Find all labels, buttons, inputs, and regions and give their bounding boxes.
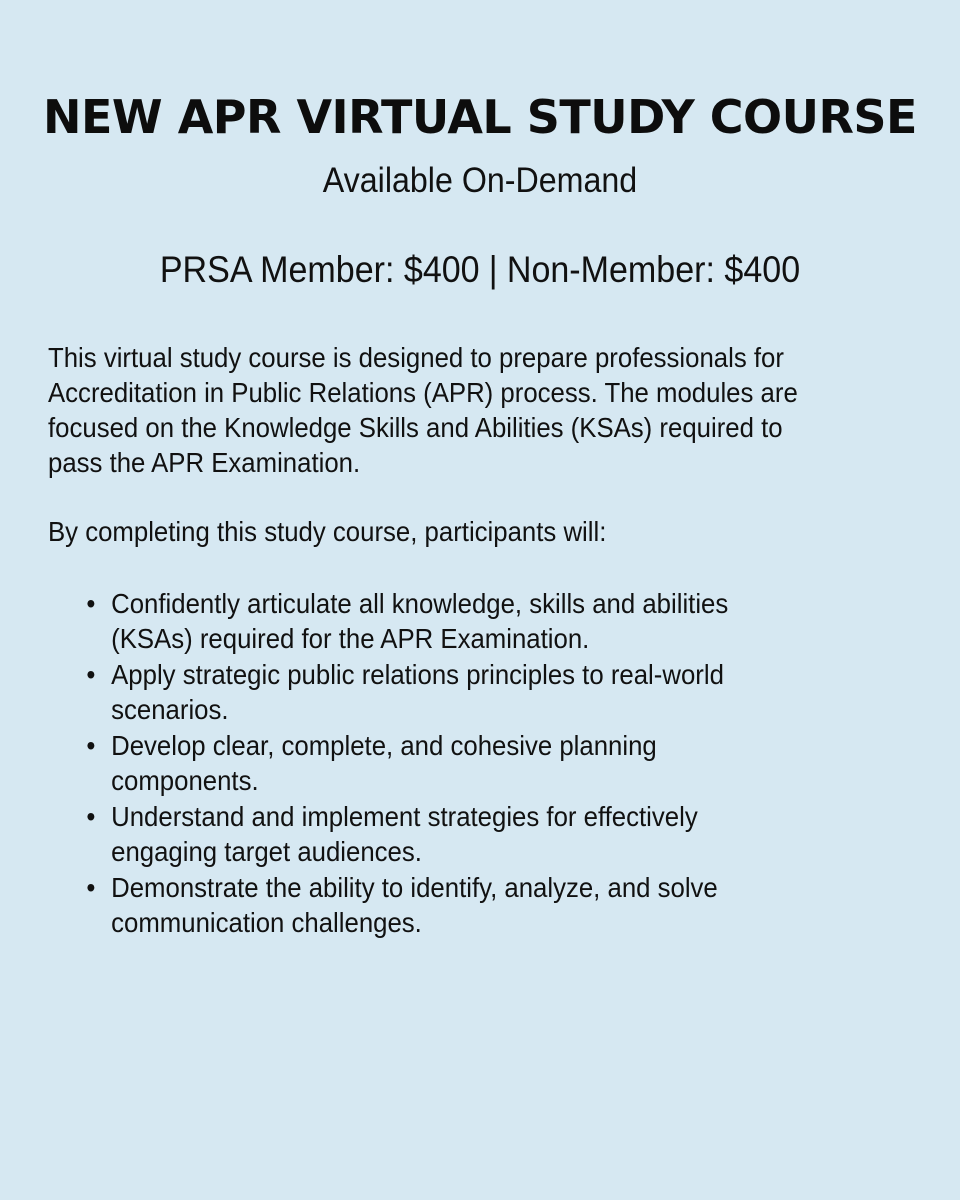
description-line: pass the APR Examination. [48,447,361,478]
bullet-icon: • [86,659,96,690]
bullet-icon: • [86,588,96,619]
availability-subtitle: Available On-Demand [322,161,638,200]
list-item-line: Confidently articulate all knowledge, skills and abilities [111,588,729,619]
list-item-line: Demonstrate the ability to identify, analyze, and solve [111,872,718,903]
price-separator: | [488,249,498,290]
list-item [78,870,960,940]
list-item-line: engaging target audiences. [111,836,422,867]
list-item-line: scenarios. [111,694,229,725]
outcomes-list [78,586,960,941]
list-item [78,657,960,727]
page-title: NEW APR VIRTUAL STUDY COURSE [43,90,917,144]
list-item-line: communication challenges. [111,907,422,938]
bullet-icon: • [86,801,96,832]
description-line: This virtual study course is designed to prepare professionals for [48,342,784,373]
list-item-line: Apply strategic public relations principles to real-world [111,659,724,690]
list-item [78,799,960,869]
list-item-line: Develop clear, complete, and cohesive planning [111,730,657,761]
course-description [48,340,948,480]
list-item [78,586,960,656]
list-item [78,728,960,798]
list-item-line: Understand and implement strategies for effectively [111,801,698,832]
description-line: Accreditation in Public Relations (APR) process. The modules are [48,377,798,408]
pricing-line [38,248,921,292]
bullet-icon: • [86,730,96,761]
list-item-line: components. [111,765,259,796]
description-line: focused on the Knowledge Skills and Abilities (KSAs) required to [48,412,783,443]
non-member-price: Non-Member: $400 [506,249,801,290]
bullet-icon: • [86,872,96,903]
outcomes-lead: By completing this study course, participants will: [48,516,607,547]
list-item-line: (KSAs) required for the APR Examination. [111,623,590,654]
member-price: PRSA Member: $400 [159,249,480,290]
